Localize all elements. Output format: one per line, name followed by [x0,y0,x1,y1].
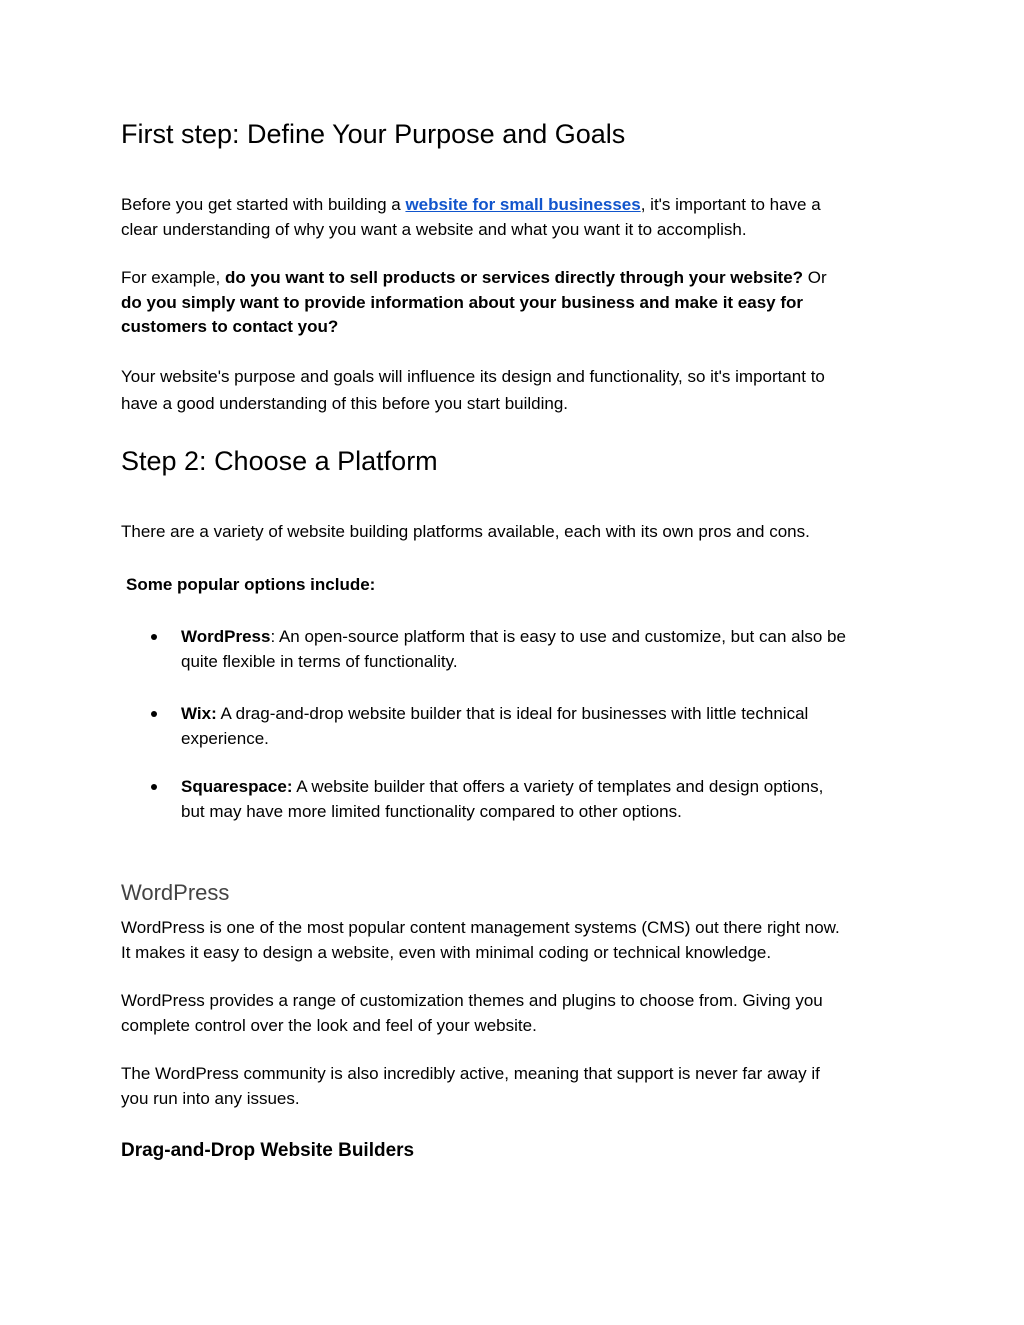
list-item-line-1: A drag-and-drop website builder that is ideal for businesses with little technical [220,704,809,723]
p2-or: Or [803,268,827,287]
wp-p2-line-1: WordPress provides a range of customization themes and plugins to choose from. Giving you [121,991,823,1010]
p1-line-2: clear understanding of why you want a website and what you want it to accomplish. [121,219,747,239]
p2-bold-question-1: do you want to sell products or services directly through your website? [224,268,804,287]
section-2-intro: There are a variety of website building platforms available, each with its own pros and cons. [121,522,810,541]
p2-prefix: For example, [121,268,225,287]
wp-p1-line-2: It makes it easy to design a website, even with minimal coding or technical knowledge. [121,942,772,962]
wordpress-paragraph-3 [121,1062,911,1111]
drag-and-drop-heading: Drag-and-Drop Website Builders [121,1140,415,1161]
popular-options-label: Some popular options include: [126,575,376,594]
p2-bold-line-2: do you simply want to provide information about your business and make it easy for [121,292,804,312]
bullet-icon [151,711,157,717]
list-item-line-2: quite flexible in terms of functionality. [181,651,458,671]
p3-line-1: Your website's purpose and goals will influence its design and functionality, so it's important to [121,367,825,386]
section-1-paragraph-1 [121,193,911,242]
list-item-line-2: but may have more limited functionality compared to other options. [181,801,682,821]
wordpress-paragraph-2 [121,989,911,1038]
list-item-line-1: An open-source platform that is easy to use and customize, but can also be [278,627,846,646]
p2-bold-line-3: customers to contact you? [121,317,339,336]
wp-p1-line-1: WordPress is one of the most popular content management systems (CMS) out there right now. [121,918,840,937]
section-2-heading: Step 2: Choose a Platform [121,446,438,476]
list-item-text [181,702,911,751]
list-item-name: Squarespace: [181,777,293,796]
p3-line-2: have a good understanding of this before you start building. [121,393,569,413]
bullet-icon [151,784,157,790]
wp-p3-line-2: you run into any issues. [121,1088,300,1108]
p1-text-after: , it's important to have a [640,195,821,214]
wordpress-heading: WordPress [121,880,230,905]
wp-p2-line-2: complete control over the look and feel of your website. [121,1015,537,1035]
list-item-line-2: experience. [181,728,269,748]
list-item-line-1: A website builder that offers a variety of templates and design options, [296,777,824,796]
section-1-heading: First step: Define Your Purpose and Goals [121,119,626,149]
wp-p3-line-1: The WordPress community is also incredibly active, meaning that support is never far away if [121,1064,820,1083]
wordpress-paragraph-1 [121,916,911,965]
list-item-text [181,625,911,674]
list-item-separator: : [270,627,279,646]
p1-text-before: Before you get started with building a [121,195,406,214]
section-1-paragraph-2 [121,266,911,340]
list-item-name: WordPress [181,627,271,646]
section-1-paragraph-3 [121,364,911,417]
website-for-small-businesses-link[interactable]: website for small businesses [405,195,641,214]
bullet-icon [151,634,157,640]
list-item-name: Wix: [181,704,217,723]
list-item-text [181,775,911,824]
